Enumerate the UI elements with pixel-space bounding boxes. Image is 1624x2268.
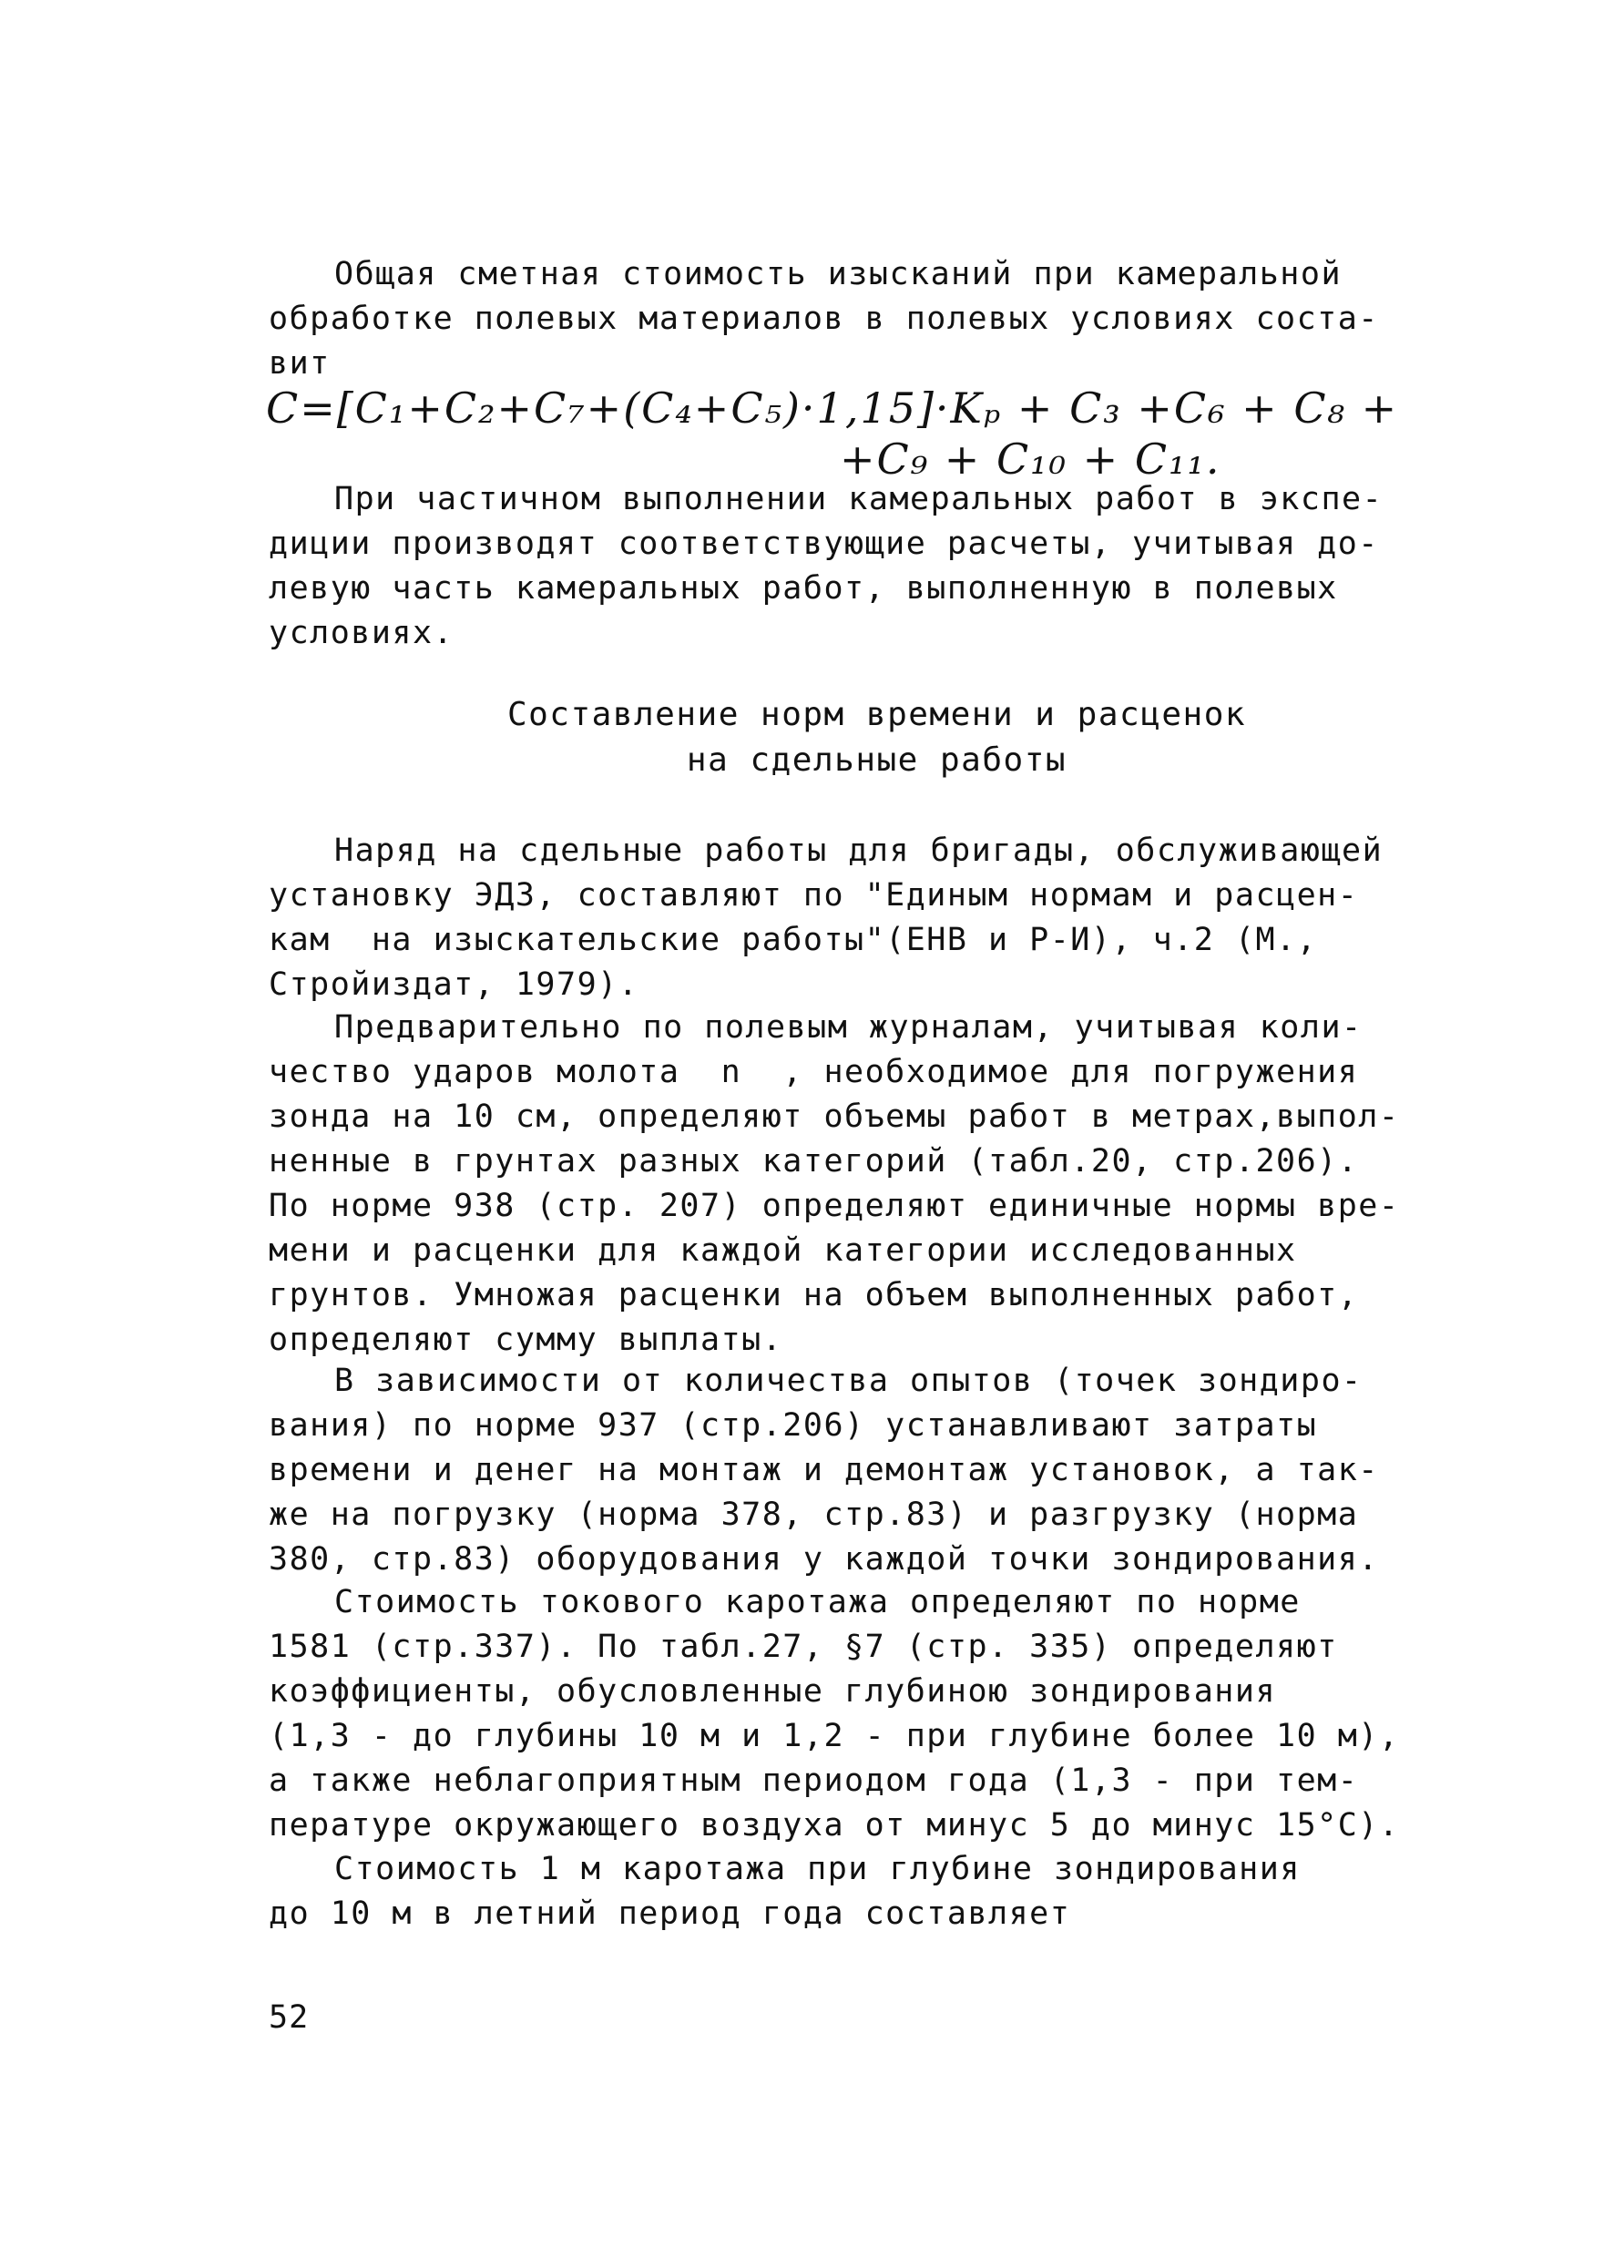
heading-line-1: Составление норм времени и расценок [506,696,1247,733]
text-line: мени и расценки для каждой категории исследованных [269,1232,1297,1269]
volume-calculation-paragraph [269,1006,1485,1363]
partial-work-paragraph [269,477,1485,656]
text-line: установку ЭДЗ, составляют по "Единым нормам и расцен- [269,877,1359,914]
heading-line-2: на сдельные работы [686,741,1067,779]
summer-cost-paragraph [269,1847,1485,1936]
text-line: 380, стр.83) оборудования у каждой точки зондирования. [269,1541,1379,1578]
text-line: вания) по норме 937 (стр.206) устанавливают затраты [269,1407,1318,1444]
text-line: По норме 938 (стр. 207) определяют единичные нормы вре- [269,1188,1400,1224]
text-line: В зависимости от количества опытов (точек зондиро- [334,1363,1363,1399]
text-line: пературе окружающего воздуха от минус 5 до минус 15°С). [269,1807,1400,1844]
text-line: Общая сметная стоимость изысканий при камеральной [334,256,1343,292]
text-line: Предварительно по полевым журналам, учитывая коли- [334,1009,1363,1046]
installation-costs-paragraph [269,1359,1485,1582]
text-line: диции производят соответствующие расчеты, учитывая до- [269,526,1379,562]
text-line: Стоимость 1 м каротажа при глубине зондирования [334,1851,1301,1887]
section-heading [269,692,1485,783]
text-line: времени и денег на монтаж и демонтаж установок, а так- [269,1452,1379,1488]
text-line: При частичном выполнении камеральных работ в экспе- [334,481,1384,517]
text-line: левую часть камеральных работ, выполненную в полевых [269,570,1338,607]
formula-line-1: C=[C₁+C₂+C₇+(C₄+C₅)·1,15]·Kₚ + C₃ +C₆ + C₈ + [266,383,1399,433]
text-line: Наряд на сдельные работы для бригады, обслуживающей [334,833,1384,869]
text-line: условиях. [269,615,455,651]
text-line: обработке полевых материалов в полевых условиях соста- [269,301,1379,337]
text-line: до 10 м в летний период года составляет [269,1895,1071,1932]
text-line: коэффициенты, обусловленные глубиною зондирования [269,1673,1277,1710]
text-line: а также неблагоприятным периодом года (1,3 - при тем- [269,1762,1359,1799]
text-line: чество ударов молота n , необходимое для погружения [269,1054,1359,1090]
text-line: ненные в грунтах разных категорий (табл.20, стр.206). [269,1143,1359,1180]
text-line: Стоимость токового каротажа определяют по норме [334,1584,1301,1620]
text-line: же на погрузку (норма 378, стр.83) и разгрузку (норма [269,1497,1359,1533]
cost-formula [266,383,1399,485]
text-line: определяют сумму выплаты. [269,1322,783,1358]
logging-cost-paragraph [269,1580,1485,1848]
text-line: грунтов. Умножая расценки на объем выполненных работ, [269,1277,1359,1313]
page-number: 52 [269,1999,310,2036]
formula-line-2: +C₉ + C₁₀ + C₁₁. [840,434,1221,484]
intro-paragraph [269,252,1485,386]
text-line: кам на изыскательские работы"(ЕНВ и Р-И), ч.2 (М., [269,922,1318,958]
text-line: (1,3 - до глубины 10 м и 1,2 - при глубине более 10 м), [269,1718,1400,1754]
text-line: зонда на 10 см, определяют объемы работ в метрах,выпол- [269,1098,1400,1135]
work-order-paragraph [269,829,1485,1007]
text-line: вит [269,345,331,382]
text-line: Стройиздат, 1979). [269,966,639,1003]
text-line: 1581 (стр.337). По табл.27, §7 (стр. 335) определяют [269,1629,1338,1665]
